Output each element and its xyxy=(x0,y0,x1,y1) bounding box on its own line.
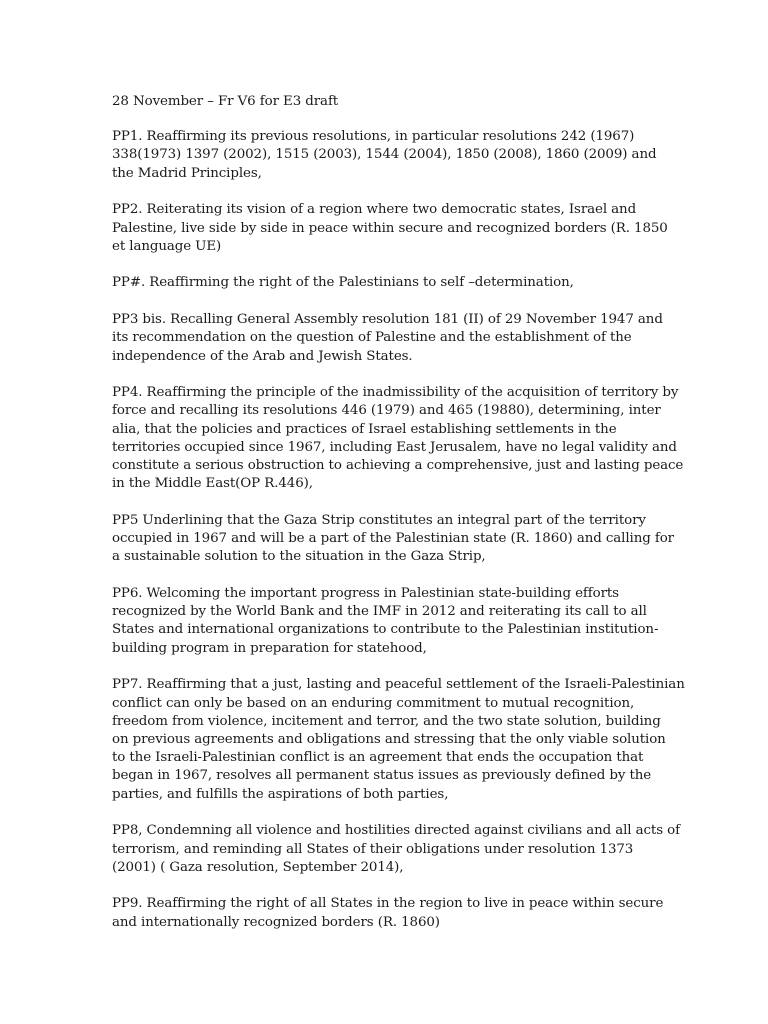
text-line: PP4. Reaffirming the principle of the inadmissibility of the acquisition of territory by xyxy=(112,385,679,401)
paragraph-pp8 xyxy=(112,822,680,877)
document-title: 28 November – Fr V6 for E3 draft xyxy=(112,94,339,109)
text-line: to the Israeli-Palestinian conflict is an agreement that ends the occupation that xyxy=(112,750,644,766)
text-line: freedom from violence, incitement and terror, and the two state solution, building xyxy=(112,713,661,729)
text-line: PP2. Reiterating its vision of a region where two democratic states, Israel and xyxy=(112,202,637,218)
text-line: territories occupied since 1967, including East Jerusalem, have no legal validity and xyxy=(112,439,677,455)
paragraph-pp1 xyxy=(112,128,660,183)
text-line: began in 1967, resolves all permanent status issues as previously defined by the xyxy=(112,768,652,784)
paragraph-pp6 xyxy=(112,585,660,658)
text-line: PP1. Reaffirming its previous resolutions, in particular resolutions 242 (1967) xyxy=(112,129,635,145)
text-line: occupied in 1967 and will be a part of the Palestinian state (R. 1860) and calling for xyxy=(112,531,674,547)
paragraph-pp-hash xyxy=(112,274,660,292)
text-line: on previous agreements and obligations and stressing that the only viable solution xyxy=(112,731,666,747)
text-line: PP6. Welcoming the important progress in Palestinian state-building efforts xyxy=(112,586,619,602)
paragraph-pp4 xyxy=(112,384,684,493)
paragraph-pp5 xyxy=(112,512,674,567)
text-line: Palestine, live side by side in peace within secure and recognized borders (R. 1850 xyxy=(112,220,668,236)
text-line: (2001) ( Gaza resolution, September 2014), xyxy=(112,859,404,875)
paragraph-pp2 xyxy=(112,201,668,256)
text-line: PP3 bis. Recalling General Assembly resolution 181 (II) of 29 November 1947 and xyxy=(112,312,663,328)
text-line: PP8, Condemning all violence and hostilities directed against civilians and all acts of xyxy=(112,823,680,839)
text-line: constitute a serious obstruction to achieving a comprehensive, just and lasting peace xyxy=(112,458,684,474)
text-line: a sustainable solution to the situation in the Gaza Strip, xyxy=(112,549,486,565)
text-line: PP#. Reaffirming the right of the Palestinians to self –determination, xyxy=(112,275,574,291)
text-line: its recommendation on the question of Palestine and the establishment of the xyxy=(112,330,632,346)
text-line: the Madrid Principles, xyxy=(112,165,262,181)
paragraph-pp7 xyxy=(112,676,685,803)
text-line: PP5 Underlining that the Gaza Strip constitutes an integral part of the territory xyxy=(112,512,646,528)
text-line: PP7. Reaffirming that a just, lasting and peaceful settlement of the Israeli-Palestinian xyxy=(112,677,685,693)
document-body xyxy=(112,93,685,950)
paragraph-pp3-bis xyxy=(112,311,663,366)
text-line: terrorism, and reminding all States of their obligations under resolution 1373 xyxy=(112,841,634,857)
text-line: 338(1973) 1397 (2002), 1515 (2003), 1544 (2004), 1850 (2008), 1860 (2009) and xyxy=(112,147,657,163)
text-line: conflict can only be based on an enduring commitment to mutual recognition, xyxy=(112,695,635,711)
text-line: States and international organizations to contribute to the Palestinian institution- xyxy=(112,622,659,638)
text-line: et language UE) xyxy=(112,238,222,254)
text-line: independence of the Arab and Jewish States. xyxy=(112,348,413,364)
paragraph-pp9 xyxy=(112,895,664,931)
text-line: parties, and fulfills the aspirations of both parties, xyxy=(112,786,449,802)
text-line: and internationally recognized borders (R. 1860) xyxy=(112,914,440,930)
text-line: force and recalling its resolutions 446 (1979) and 465 (19880), determining, inter xyxy=(112,403,661,419)
text-line: recognized by the World Bank and the IMF in 2012 and reiterating its call to all xyxy=(112,604,647,620)
text-line: building program in preparation for statehood, xyxy=(112,640,427,656)
text-line: alia, that the policies and practices of Israel establishing settlements in the xyxy=(112,421,617,437)
text-line: in the Middle East(OP R.446), xyxy=(112,476,313,492)
text-line: PP9. Reaffirming the right of all States in the region to live in peace within secure xyxy=(112,896,664,912)
